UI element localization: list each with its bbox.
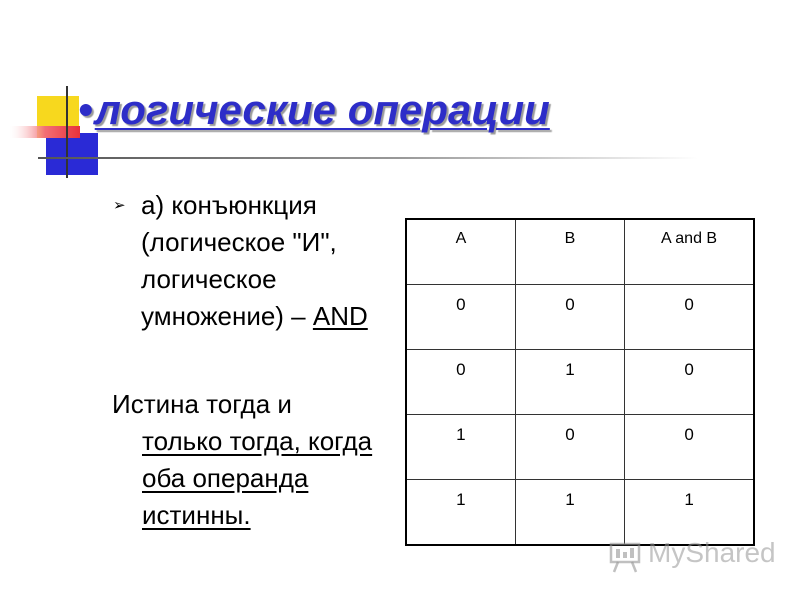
para2-line bbox=[112, 423, 442, 460]
para2-line-text: Истина тогда и bbox=[112, 389, 292, 419]
para2-line bbox=[112, 497, 442, 534]
header-cell-a: A bbox=[406, 219, 515, 284]
table-row bbox=[406, 349, 754, 414]
table-header-row bbox=[406, 219, 754, 284]
table-row bbox=[406, 284, 754, 349]
table-cell: 1 bbox=[515, 480, 624, 545]
para1-line: (логическое "И", bbox=[141, 227, 337, 257]
para1-line: умножение) – bbox=[141, 301, 313, 331]
para2-line-text: только тогда, когда bbox=[142, 426, 373, 456]
table-cell: 0 bbox=[625, 415, 754, 480]
title-bullet: • bbox=[78, 86, 93, 133]
header-cell-a-and-b: A and B bbox=[625, 219, 754, 284]
table-cell: 1 bbox=[625, 480, 754, 545]
and-link[interactable]: AND bbox=[312, 301, 368, 331]
header-cell-b: B bbox=[515, 219, 624, 284]
table-cell: 1 bbox=[406, 480, 515, 545]
table-cell: 0 bbox=[515, 284, 624, 349]
table-cell: 0 bbox=[406, 284, 515, 349]
table-cell: 0 bbox=[515, 415, 624, 480]
table-row bbox=[406, 415, 754, 480]
vertical-line bbox=[66, 86, 68, 178]
para2-line-text: оба операнда bbox=[142, 463, 309, 493]
table-row bbox=[406, 480, 754, 545]
blue-square bbox=[46, 133, 98, 175]
watermark-text: MyShared bbox=[648, 537, 776, 568]
table-cell: 0 bbox=[625, 349, 754, 414]
table-cell: 0 bbox=[625, 284, 754, 349]
conjunction-definition bbox=[141, 187, 441, 335]
para1-line: а) конъюнкция bbox=[141, 190, 317, 220]
slide-title bbox=[78, 86, 550, 134]
watermark bbox=[608, 537, 776, 569]
title-text: логические операции bbox=[94, 86, 550, 133]
arrow-bullet-icon: ➢ bbox=[113, 197, 126, 214]
para2-line bbox=[112, 386, 442, 423]
para1-line: логическое bbox=[141, 264, 277, 294]
red-bar bbox=[10, 126, 80, 138]
table-cell: 0 bbox=[406, 349, 515, 414]
truth-condition-text bbox=[112, 386, 442, 534]
para2-line-text: истинны. bbox=[142, 500, 251, 530]
title-underline-rule bbox=[38, 157, 698, 159]
truth-table bbox=[405, 218, 755, 546]
para2-line bbox=[112, 460, 442, 497]
table-cell: 1 bbox=[406, 415, 515, 480]
table-cell: 1 bbox=[515, 349, 624, 414]
